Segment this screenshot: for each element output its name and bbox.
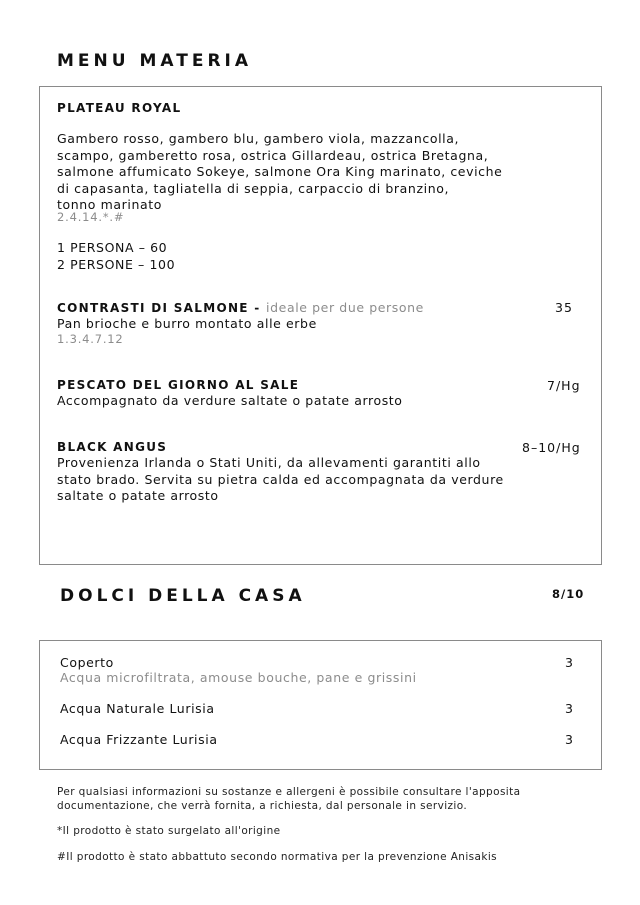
item-price: 35	[555, 300, 573, 315]
info-line: documentazione, che verrà fornita, a richiesta, dal personale in servizio.	[57, 800, 468, 812]
dolci-title: DOLCI DELLA CASA	[60, 586, 306, 606]
item-description	[57, 131, 502, 214]
item-name: PESCATO DEL GIORNO AL SALE	[57, 378, 300, 392]
description-line: stato brado. Servita su pietra calda ed accompagnata da verdure	[57, 471, 504, 487]
item-price: 8–10/Hg	[522, 440, 581, 455]
extra-name: Acqua Frizzante Lurisia	[60, 732, 218, 747]
item-price: 7/Hg	[547, 378, 581, 393]
item-note: ideale per due persone	[266, 300, 424, 315]
description-line: saltate o patate arrosto	[57, 488, 219, 503]
item-name: PLATEAU ROYAL	[57, 101, 182, 115]
extra-price: 3	[565, 655, 574, 670]
menu-title: MENU MATERIA	[57, 51, 253, 71]
price-list	[57, 240, 175, 273]
extra-description: Acqua microfiltrata, amouse bouche, pane e grissini	[60, 670, 417, 685]
item-description: Accompagnato da verdure saltate o patate arrosto	[57, 393, 403, 408]
frozen-note: *Il prodotto è stato surgelato all'origine	[57, 825, 281, 837]
extra-name: Coperto	[60, 655, 114, 670]
anisakis-note: #Il prodotto è stato abbattuto secondo normativa per la prevenzione Anisakis	[57, 851, 498, 863]
allergen-codes: 1.3.4.7.12	[57, 332, 124, 346]
item-name: BLACK ANGUS	[57, 440, 168, 454]
item-description	[57, 455, 504, 505]
description-line: salmone affumicato Sokeye, salmone Ora King marinato, ceviche	[57, 164, 503, 179]
dolci-price: 8/10	[552, 587, 585, 601]
description-line: di capasanta, tagliatella di seppia, carpaccio di branzino,	[57, 180, 450, 196]
description-line: Provenienza Irlanda o Stati Uniti, da allevamenti garantiti allo	[57, 455, 481, 470]
info-line: Per qualsiasi informazioni su sostanze e allergeni è possibile consultare l'apposita	[57, 786, 521, 798]
description-line: tonno marinato	[57, 197, 162, 212]
item-name-row	[57, 300, 424, 315]
description-line: scampo, gamberetto rosa, ostrica Gillardeau, ostrica Bretagna,	[57, 147, 489, 163]
extra-price: 3	[565, 732, 574, 747]
price-option: 2 PERSONE – 100	[57, 256, 176, 272]
allergen-codes: 2.4.14.*.#	[57, 210, 125, 224]
price-option: 1 PERSONA – 60	[57, 240, 168, 255]
extra-price: 3	[565, 701, 574, 716]
allergen-info	[57, 785, 520, 813]
extra-name: Acqua Naturale Lurisia	[60, 701, 215, 716]
item-name: CONTRASTI DI SALMONE -	[57, 301, 261, 315]
item-description: Pan brioche e burro montato alle erbe	[57, 316, 317, 331]
description-line: Gambero rosso, gambero blu, gambero viola, mazzancolla,	[57, 131, 460, 146]
